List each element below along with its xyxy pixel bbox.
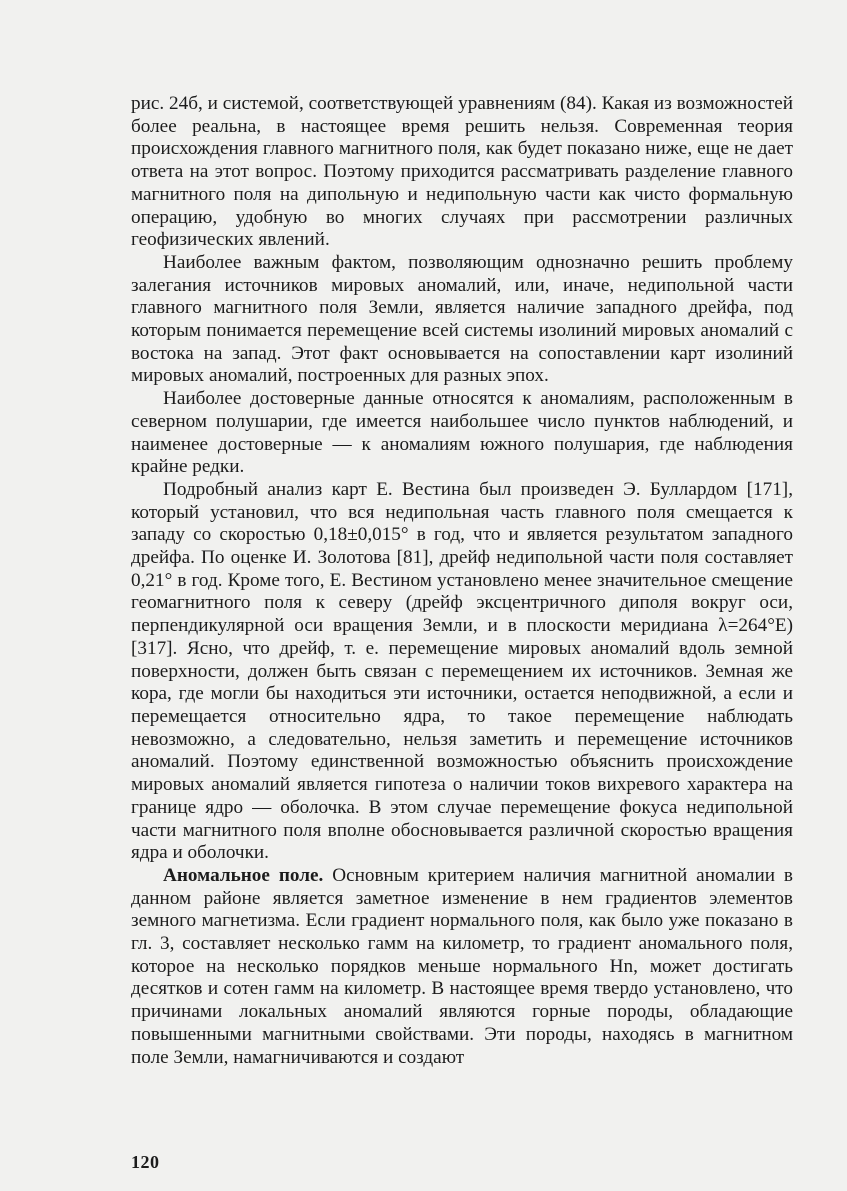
page-number: 120 [131, 1152, 160, 1172]
paragraph-2: Наиболее важным фактом, позволяющим однозначно решить проблему залегания источников мировых аномалий, или, иначе, недипольной части главного магнитного поля Земли, является наличие западного дрейфа, под которым понимается перемещение всей системы изолиний мировых аномалий с востока на запад. Этот факт основывается на сопоставлении карт изолиний мировых аномалий, построенных для разных эпох. [131, 251, 793, 387]
paragraph-4: Подробный анализ карт Е. Вестина был произведен Э. Буллардом [171], который установил, что вся недипольная часть главного поля смещается к западу со скоростью 0,18±0,015° в год, что и является результатом западного дрейфа. По оценке И. Золотова [81], дрейф недипольной части поля составляет 0,21° в год. Кроме того, Е. Вестином установлено менее значительное смещение геомагнитного поля к северу (дрейф эксцентричного диполя вокруг оси, перпендикулярной оси вращения Земли, и в плоскости меридиана λ=264°E) [317]. Ясно, что дрейф, т. е. перемещение мировых аномалий вдоль земной поверхности, должен быть связан с перемещением их источников. Земная же кора, где могли бы находиться эти источники, остается неподвижной, а если и перемещается относительно ядра, то такое перемещение наблюдать невозможно, а следовательно, нельзя заметить и перемещение источников аномалий. Поэтому единственной возможностью объяснить происхождение мировых аномалий является гипотеза о наличии токов вихревого характера на границе ядро — оболочка. В этом случае перемещение фокуса недипольной части магнитного поля вполне обосновывается различной скоростью вращения ядра и оболочки. [131, 478, 793, 864]
paragraph-1: рис. 24б, и системой, соответствующей уравнениям (84). Какая из возможностей более реальна, в настоящее время решить нельзя. Современная теория происхождения главного магнитного поля, как будет показано ниже, еще не дает ответа на этот вопрос. Поэтому приходится рассматривать разделение главного магнитного поля на дипольную и недипольную части как чисто формальную операцию, удобную во многих случаях при рассмотрении различных геофизических явлений. [131, 93, 793, 251]
paragraph-5-text: Основным критерием наличия магнитной аномалии в данном районе является заметное изменение в нем градиентов элементов земного магнетизма. Если градиент нормального поля, как было уже показано в гл. 3, составляет несколько гамм на километр, то градиент аномального поля, которое на несколько порядков меньше нормального Hn, может достигать десятков и сотен гамм на километр. В настоящее время твердо установлено, что причинами локальных аномалий являются горные породы, обладающие повышенными магнитными свойствами. Эти породы, находясь в магнитном поле Земли, намагничиваются и создают [131, 864, 793, 1068]
paragraph-5 [131, 865, 793, 1069]
page-body [131, 93, 793, 1069]
section-heading: Аномальное поле. [163, 864, 324, 886]
paragraph-3: Наиболее достоверные данные относятся к аномалиям, расположенным в северном полушарии, где имеется наибольшее число пунктов наблюдений, и наименее достоверные — к аномалиям южного полушария, где наблюдения крайне редки. [131, 388, 793, 478]
